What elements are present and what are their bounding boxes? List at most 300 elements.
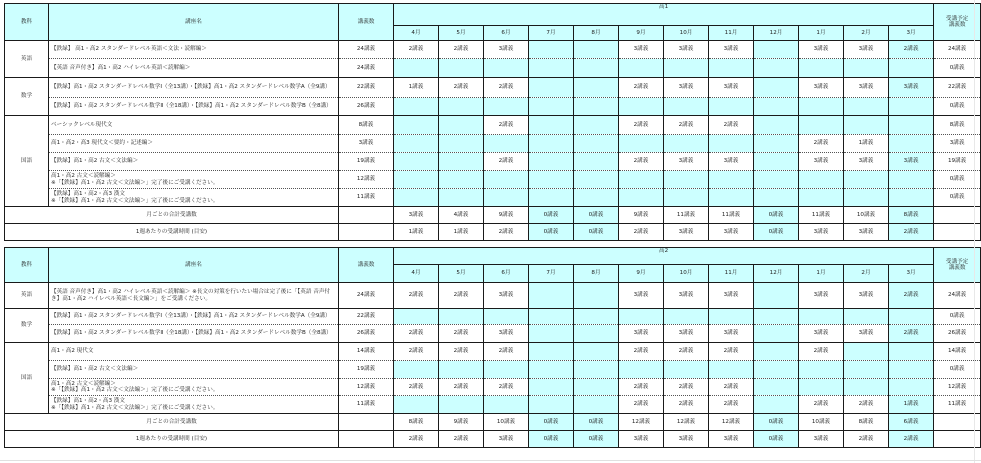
month-cell <box>754 41 799 59</box>
lecture-count: 26講義 <box>339 98 394 116</box>
month-cell: 1講義 <box>394 78 439 98</box>
month-cell: 2講義 <box>709 116 754 135</box>
month-cell <box>484 309 529 325</box>
course-name: 【鉄緑】高1・高2 スタンダードレベル数学Ⅰ（全13講）・【鉄緑】高1・高2 スタンダードレベル数学A（全9講） <box>49 309 339 325</box>
month-cell: 1講義 <box>844 135 889 153</box>
grade2-schedule-table <box>4 247 981 448</box>
monthly-total-cell: 0講義 <box>574 414 619 431</box>
month-cell <box>664 309 709 325</box>
month-cell <box>889 189 934 207</box>
month-cell <box>574 361 619 379</box>
lecture-count: 22講義 <box>339 78 394 98</box>
course-name: 高1・高2・高3 現代文＜要約・記述編＞ <box>49 135 339 153</box>
planned-count: 12講義 <box>934 379 981 396</box>
weekly-hours-cell: 2講義 <box>439 431 484 448</box>
month-cell: 3講義 <box>799 41 844 59</box>
subject-cell: 数学 <box>5 78 49 116</box>
course-name-line: 【鉄緑】高1・高2・高3 漢文 <box>51 191 125 198</box>
weekly-hours-cell: 2講義 <box>394 431 439 448</box>
month-cell: 2講義 <box>709 343 754 361</box>
month-cell <box>439 171 484 189</box>
month-cell: 2講義 <box>439 325 484 343</box>
month-cell <box>574 343 619 361</box>
monthly-total-cell: 8講義 <box>394 414 439 431</box>
planned-header-line1: 受講予定 <box>945 15 969 22</box>
month-cell <box>619 309 664 325</box>
monthly-total-cell: 12講義 <box>709 414 754 431</box>
course-name <box>49 396 339 414</box>
monthly-total-cell: 3講義 <box>394 207 439 224</box>
month-cell <box>574 396 619 414</box>
course-name: 【鉄緑】高1・高2 古文＜文法編＞ <box>49 153 339 171</box>
planned-count: 24講義 <box>934 283 981 309</box>
monthly-total-cell: 9講義 <box>439 414 484 431</box>
lecture-count: 24講義 <box>339 283 394 309</box>
lecture-count: 24講義 <box>339 41 394 59</box>
course-name-line: ※「【鉄緑】高1・高2 古文＜文法編＞」完了後にご受講ください。 <box>51 387 219 393</box>
month-cell <box>574 283 619 309</box>
month-cell <box>484 135 529 153</box>
course-header: 講座名 <box>49 4 339 41</box>
month-cell: 2講義 <box>439 283 484 309</box>
planned-count: 26講義 <box>934 325 981 343</box>
lecture-count: 14講義 <box>339 343 394 361</box>
monthly-total-cell: 4講義 <box>439 207 484 224</box>
course-row <box>5 396 981 414</box>
month-cell: 3講義 <box>799 283 844 309</box>
month-header: 3月 <box>889 26 934 41</box>
monthly-total-row <box>5 207 981 224</box>
course-row <box>5 325 981 343</box>
month-cell <box>754 59 799 78</box>
month-header: 10月 <box>664 26 709 41</box>
month-cell <box>394 189 439 207</box>
month-cell: 3講義 <box>844 325 889 343</box>
month-cell <box>574 153 619 171</box>
weekly-hours-cell: 0講義 <box>574 224 619 241</box>
month-cell <box>889 59 934 78</box>
month-cell <box>394 59 439 78</box>
empty-cell <box>339 207 394 224</box>
month-cell <box>484 189 529 207</box>
month-cell <box>754 116 799 135</box>
course-name-line: ※「【鉄緑】高1・高2 古文＜文法編＞」完了後にご受講ください。 <box>51 404 219 411</box>
month-header: 6月 <box>484 26 529 41</box>
month-cell <box>484 59 529 78</box>
month-cell: 3講義 <box>709 78 754 98</box>
month-cell: 2講義 <box>394 325 439 343</box>
month-cell <box>529 189 574 207</box>
month-header: 7月 <box>529 26 574 41</box>
month-cell <box>844 343 889 361</box>
course-row <box>5 361 981 379</box>
month-cell <box>889 343 934 361</box>
month-header: 7月 <box>529 265 574 283</box>
month-cell: 2講義 <box>394 379 439 396</box>
month-cell: 3講義 <box>844 78 889 98</box>
month-cell <box>844 98 889 116</box>
month-cell: 2講義 <box>439 41 484 59</box>
month-cell <box>529 309 574 325</box>
planned-count: 8講義 <box>934 116 981 135</box>
month-cell: 3講義 <box>889 78 934 98</box>
month-cell: 2講義 <box>619 153 664 171</box>
subject-cell: 国語 <box>5 343 49 414</box>
lectures-header: 講義数 <box>339 4 394 41</box>
planned-count: 24講義 <box>934 41 981 59</box>
month-cell <box>529 135 574 153</box>
month-cell <box>529 78 574 98</box>
month-cell <box>664 98 709 116</box>
empty-cell <box>339 414 394 431</box>
monthly-total-label: 月ごとの合計受講数 <box>5 414 339 431</box>
monthly-total-cell: 0講義 <box>754 414 799 431</box>
month-cell: 2講義 <box>439 379 484 396</box>
month-cell: 2講義 <box>619 116 664 135</box>
course-name: 【英語 音声付き】高1・高2 ハイレベル英語＜読解編＞ ※長文の対策を行いたい場合は完了後に「【英語 音声付き】高1・高2 ハイレベル英語＜長文編＞」をご受講ください。 <box>49 283 339 309</box>
course-row <box>5 283 981 309</box>
month-cell: 3講義 <box>889 153 934 171</box>
month-cell: 2講義 <box>664 116 709 135</box>
month-header: 10月 <box>664 265 709 283</box>
month-cell <box>529 361 574 379</box>
course-name: 【鉄緑】高1・高2 スタンダードレベル数学Ⅱ（全18講）・【鉄緑】高1・高2 スタンダードレベル数学B（全8講） <box>49 98 339 116</box>
month-cell: 2講義 <box>619 379 664 396</box>
month-cell <box>754 135 799 153</box>
month-cell: 3講義 <box>664 78 709 98</box>
month-cell <box>664 361 709 379</box>
month-cell <box>439 309 484 325</box>
month-cell <box>439 396 484 414</box>
planned-count: 0講義 <box>934 171 981 189</box>
lecture-count: 19講義 <box>339 153 394 171</box>
month-cell <box>529 41 574 59</box>
course-name: 高1・高2 現代文 <box>49 343 339 361</box>
weekly-hours-cell: 3講義 <box>709 224 754 241</box>
month-cell: 2講義 <box>619 343 664 361</box>
lecture-count: 19講義 <box>339 361 394 379</box>
month-cell: 2講義 <box>394 343 439 361</box>
monthly-total-cell: 8講義 <box>889 207 934 224</box>
weekly-hours-cell: 3講義 <box>664 224 709 241</box>
month-cell <box>529 116 574 135</box>
month-cell <box>844 116 889 135</box>
month-cell: 3講義 <box>844 153 889 171</box>
month-cell <box>529 343 574 361</box>
month-cell <box>529 98 574 116</box>
weekly-hours-cell: 0講義 <box>754 431 799 448</box>
month-cell: 2講義 <box>439 78 484 98</box>
month-header: 2月 <box>844 26 889 41</box>
month-cell <box>664 59 709 78</box>
month-cell: 3講義 <box>799 325 844 343</box>
month-cell: 2講義 <box>889 283 934 309</box>
month-cell <box>394 396 439 414</box>
page-bottom-line <box>0 460 981 461</box>
monthly-total-cell: 0講義 <box>529 414 574 431</box>
month-cell <box>619 135 664 153</box>
month-cell <box>619 171 664 189</box>
month-cell: 2講義 <box>394 283 439 309</box>
month-cell: 3講義 <box>844 283 889 309</box>
month-cell <box>394 135 439 153</box>
month-header: 9月 <box>619 265 664 283</box>
month-cell: 2講義 <box>709 396 754 414</box>
month-cell: 2講義 <box>664 343 709 361</box>
monthly-total-label: 月ごとの合計受講数 <box>5 207 339 224</box>
grade-header: 高1 <box>394 4 934 26</box>
monthly-total-cell: 10講義 <box>484 414 529 431</box>
month-cell <box>529 59 574 78</box>
month-header: 2月 <box>844 265 889 283</box>
course-row <box>5 309 981 325</box>
month-cell: 3講義 <box>484 325 529 343</box>
monthly-total-cell: 10講義 <box>844 207 889 224</box>
monthly-total-cell: 11講義 <box>664 207 709 224</box>
header-row <box>5 4 981 26</box>
weekly-hours-cell: 2講義 <box>844 431 889 448</box>
course-name <box>49 379 339 396</box>
weekly-hours-cell: 2講義 <box>484 224 529 241</box>
weekly-hours-cell: 0講義 <box>754 224 799 241</box>
month-cell: 2講義 <box>799 396 844 414</box>
monthly-total-cell: 9講義 <box>619 207 664 224</box>
lecture-count: 3講義 <box>339 135 394 153</box>
month-cell <box>619 361 664 379</box>
weekly-hours-cell: 3講義 <box>799 224 844 241</box>
weekly-hours-cell: 0講義 <box>529 431 574 448</box>
monthly-total-cell: 11講義 <box>799 207 844 224</box>
month-cell <box>664 135 709 153</box>
month-cell <box>484 396 529 414</box>
subject-header: 教科 <box>5 4 49 41</box>
month-cell <box>709 361 754 379</box>
month-cell <box>574 116 619 135</box>
month-cell <box>619 59 664 78</box>
month-cell <box>574 189 619 207</box>
weekly-hours-cell: 3講義 <box>844 224 889 241</box>
monthly-total-cell: 0講義 <box>574 207 619 224</box>
course-name <box>49 189 339 207</box>
month-cell <box>889 361 934 379</box>
planned-count: 19講義 <box>934 153 981 171</box>
month-cell <box>394 171 439 189</box>
monthly-total-cell: 8講義 <box>844 414 889 431</box>
lecture-count: 26講義 <box>339 325 394 343</box>
subject-cell: 英語 <box>5 41 49 78</box>
month-cell <box>754 189 799 207</box>
month-cell <box>619 98 664 116</box>
month-cell: 3講義 <box>619 283 664 309</box>
month-cell <box>754 78 799 98</box>
course-row <box>5 59 981 78</box>
month-cell <box>709 59 754 78</box>
month-cell: 2講義 <box>619 78 664 98</box>
lecture-count: 8講義 <box>339 116 394 135</box>
month-cell <box>754 379 799 396</box>
month-cell <box>664 189 709 207</box>
month-header: 11月 <box>709 26 754 41</box>
month-cell <box>754 153 799 171</box>
month-cell <box>529 325 574 343</box>
month-cell: 2講義 <box>394 41 439 59</box>
weekly-hours-cell: 1講義 <box>439 224 484 241</box>
weekly-hours-row <box>5 431 981 448</box>
course-name-line: 高1・高2 古文＜読解編＞ <box>51 173 116 180</box>
month-cell <box>799 379 844 396</box>
month-header: 1月 <box>799 265 844 283</box>
course-row <box>5 379 981 396</box>
course-name: 【鉄緑】高1・高2 スタンダードレベル数学Ⅱ（全18講）・【鉄緑】高1・高2 スタンダードレベル数学B（全8講） <box>49 325 339 343</box>
monthly-total-cell: 12講義 <box>664 414 709 431</box>
course-row <box>5 116 981 135</box>
month-cell <box>439 361 484 379</box>
planned-count: 22講義 <box>934 78 981 98</box>
weekly-hours-label: 1週あたりの受講時間 (目安) <box>5 431 339 448</box>
month-cell: 2講義 <box>889 41 934 59</box>
month-cell <box>799 361 844 379</box>
monthly-total-row <box>5 414 981 431</box>
month-cell <box>529 153 574 171</box>
course-row <box>5 41 981 59</box>
month-cell: 1講義 <box>889 396 934 414</box>
month-cell <box>574 135 619 153</box>
month-cell <box>439 98 484 116</box>
month-cell <box>754 98 799 116</box>
month-cell <box>574 98 619 116</box>
month-cell: 2講義 <box>484 153 529 171</box>
month-cell: 2講義 <box>664 396 709 414</box>
month-cell: 3講義 <box>664 41 709 59</box>
course-name: ベーシックレベル現代文 <box>49 116 339 135</box>
month-header: 8月 <box>574 265 619 283</box>
month-cell: 2講義 <box>484 116 529 135</box>
month-cell <box>394 361 439 379</box>
month-header: 8月 <box>574 26 619 41</box>
month-header: 11月 <box>709 265 754 283</box>
empty-cell <box>339 431 394 448</box>
month-cell: 3講義 <box>709 41 754 59</box>
weekly-hours-cell: 0講義 <box>574 431 619 448</box>
month-cell: 2講義 <box>709 379 754 396</box>
month-cell: 2講義 <box>439 343 484 361</box>
month-cell <box>844 189 889 207</box>
weekly-hours-label: 1週あたりの受講時間 (目安) <box>5 224 339 241</box>
month-cell <box>709 135 754 153</box>
course-row <box>5 189 981 207</box>
planned-count: 3講義 <box>934 135 981 153</box>
month-cell <box>889 379 934 396</box>
month-cell <box>799 59 844 78</box>
month-cell <box>484 171 529 189</box>
month-cell <box>664 171 709 189</box>
month-cell <box>889 309 934 325</box>
month-cell <box>754 171 799 189</box>
weekly-hours-cell: 1講義 <box>394 224 439 241</box>
month-cell <box>529 379 574 396</box>
month-cell <box>754 325 799 343</box>
month-cell <box>394 116 439 135</box>
planned-count: 0講義 <box>934 59 981 78</box>
planned-count: 0講義 <box>934 98 981 116</box>
month-cell <box>889 171 934 189</box>
monthly-total-cell: 10講義 <box>799 414 844 431</box>
month-cell <box>799 171 844 189</box>
month-cell <box>574 41 619 59</box>
month-header: 3月 <box>889 265 934 283</box>
month-header: 6月 <box>484 265 529 283</box>
course-name-line: 高1・高2 古文＜読解編＞ <box>51 380 116 387</box>
monthly-total-cell: 0講義 <box>754 207 799 224</box>
lecture-count: 24講義 <box>339 59 394 78</box>
weekly-hours-cell: 2講義 <box>889 224 934 241</box>
lecture-count: 12講義 <box>339 171 394 189</box>
empty-cell <box>339 224 394 241</box>
course-row <box>5 343 981 361</box>
month-header: 4月 <box>394 26 439 41</box>
planned-header-line2: 講義数 <box>948 265 966 271</box>
month-cell <box>394 98 439 116</box>
month-cell <box>709 98 754 116</box>
month-cell <box>484 98 529 116</box>
month-cell <box>709 171 754 189</box>
month-cell: 3講義 <box>664 283 709 309</box>
course-row <box>5 171 981 189</box>
weekly-hours-cell: 3講義 <box>619 431 664 448</box>
header-row <box>5 248 981 265</box>
month-cell <box>439 116 484 135</box>
month-cell <box>889 98 934 116</box>
month-cell: 3講義 <box>799 153 844 171</box>
month-cell: 3講義 <box>484 283 529 309</box>
month-cell: 2講義 <box>799 343 844 361</box>
lecture-count: 11講義 <box>339 396 394 414</box>
month-cell <box>754 309 799 325</box>
month-cell <box>439 153 484 171</box>
course-name: 【英語 音声付き】高1・高2 ハイレベル英語＜読解編＞ <box>49 59 339 78</box>
course-row <box>5 153 981 171</box>
month-cell <box>394 309 439 325</box>
month-cell <box>844 309 889 325</box>
course-name <box>49 171 339 189</box>
planned-count: 11講義 <box>934 396 981 414</box>
monthly-total-cell: 0講義 <box>529 207 574 224</box>
month-cell: 3講義 <box>484 41 529 59</box>
month-cell <box>889 135 934 153</box>
subject-cell: 国語 <box>5 116 49 207</box>
month-cell <box>574 78 619 98</box>
month-cell <box>799 116 844 135</box>
lecture-count: 11講義 <box>339 189 394 207</box>
column-divider <box>974 0 975 463</box>
planned-count: 0講義 <box>934 189 981 207</box>
month-cell <box>709 189 754 207</box>
month-cell: 2講義 <box>484 78 529 98</box>
month-cell <box>844 59 889 78</box>
month-cell <box>574 59 619 78</box>
month-cell: 2講義 <box>484 343 529 361</box>
month-cell <box>844 379 889 396</box>
month-cell <box>799 98 844 116</box>
month-cell <box>844 171 889 189</box>
month-cell <box>529 171 574 189</box>
monthly-total-cell: 12講義 <box>619 414 664 431</box>
weekly-hours-cell: 3講義 <box>799 431 844 448</box>
grade1-schedule-table <box>4 3 981 241</box>
month-cell: 2講義 <box>664 379 709 396</box>
course-name: 【鉄緑】 高1・高2 スタンダードレベル英語＜文法・読解編＞ <box>49 41 339 59</box>
weekly-hours-cell: 2講義 <box>889 431 934 448</box>
